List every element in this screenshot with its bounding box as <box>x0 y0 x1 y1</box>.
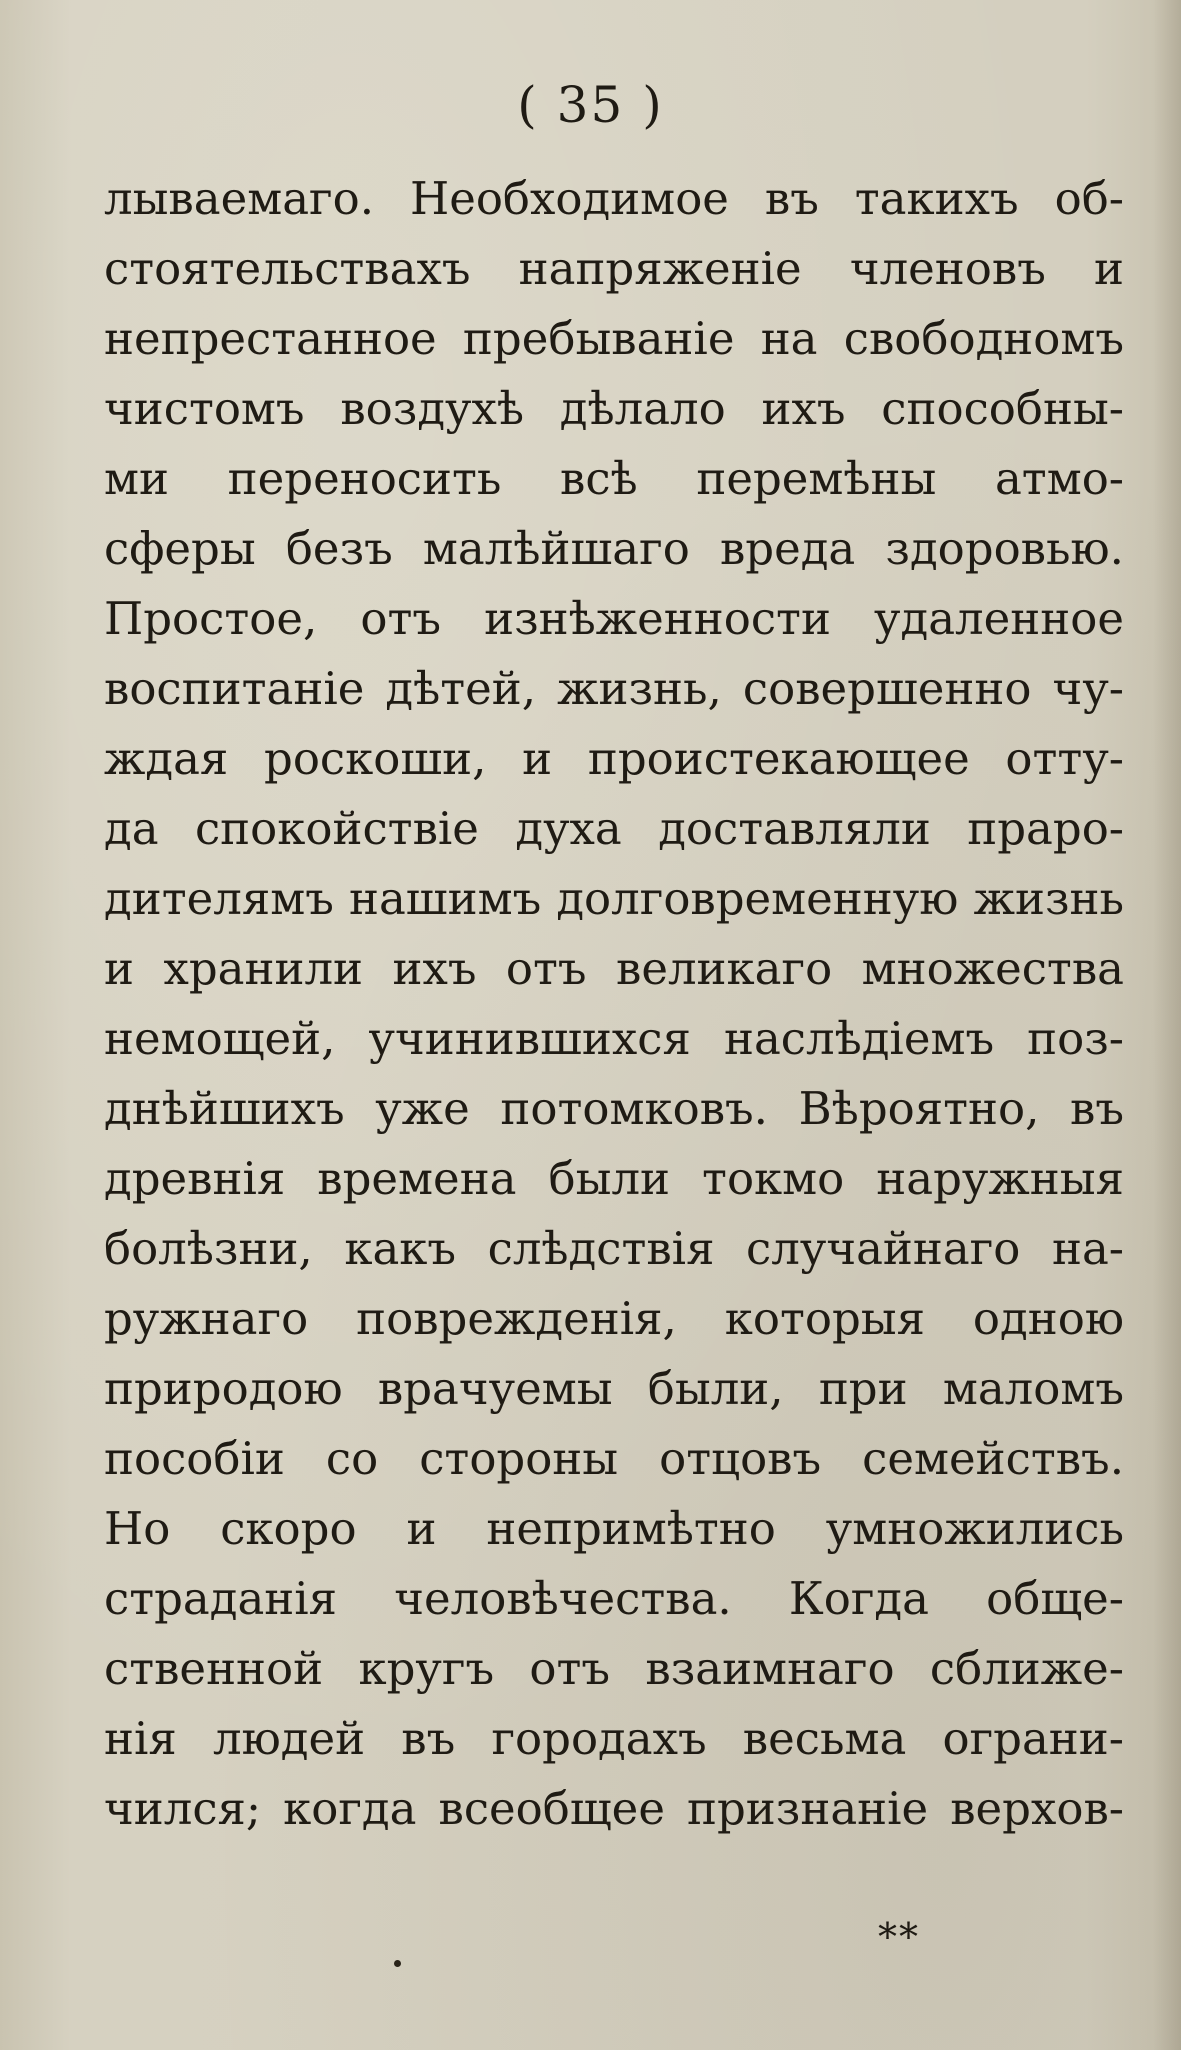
text-line: страданія человѣчества. Когда обще- <box>104 1572 1124 1625</box>
text-line: лываемаго. Необходимое въ такихъ об- <box>104 172 1124 225</box>
text-line: стоятельствахъ напряженіе членовъ и <box>104 242 1124 295</box>
text-line: сферы безъ малѣйшаго вреда здоровью. <box>104 522 1124 575</box>
page-number: ( 35 ) <box>517 76 664 134</box>
text-line: природою врачуемы были, при маломъ <box>104 1362 1124 1415</box>
text-line: чистомъ воздухѣ дѣлало ихъ способны- <box>104 382 1124 435</box>
text-line: древнія времена были токмо наружныя <box>104 1152 1124 1205</box>
body-text <box>104 164 1124 1844</box>
text-line: ственной кругъ отъ взаимнаго сближе- <box>104 1642 1124 1695</box>
text-line: Но скоро и непримѣтно умножились <box>104 1502 1124 1555</box>
text-line: ждая роскоши, и проистекающее отту- <box>104 732 1124 785</box>
text-line: да спокойствіе духа доставляли праро- <box>104 802 1124 855</box>
text-line: днѣйшихъ уже потомковъ. Вѣроятно, въ <box>104 1082 1124 1135</box>
text-line: ружнаго поврежденія, которыя одною <box>104 1292 1124 1345</box>
text-line: воспитаніе дѣтей, жизнь, совершенно чу- <box>104 662 1124 715</box>
page-edge-shadow <box>1153 0 1181 2050</box>
text-line: непрестанное пребываніе на свободномъ <box>104 312 1124 365</box>
ink-speck <box>394 1960 401 1967</box>
text-line: болѣзни, какъ слѣдствія случайнаго на- <box>104 1222 1124 1275</box>
text-line: пособіи со стороны отцовъ семействъ. <box>104 1432 1124 1485</box>
text-line: немощей, учинившихся наслѣдіемъ поз- <box>104 1012 1124 1065</box>
text-line: чился; когда всеобщее признаніе верхов- <box>104 1782 1124 1835</box>
text-line: нія людей въ городахъ весьма ограни- <box>104 1712 1124 1765</box>
text-line: дителямъ нашимъ долговременную жизнь <box>104 872 1124 925</box>
text-line: и хранили ихъ отъ великаго множества <box>104 942 1124 995</box>
text-line: ми переносить всѣ перемѣны атмо- <box>104 452 1124 505</box>
text-line: Простое, отъ изнѣженности удаленное <box>104 592 1124 645</box>
signature-mark: ** <box>878 1915 920 1959</box>
